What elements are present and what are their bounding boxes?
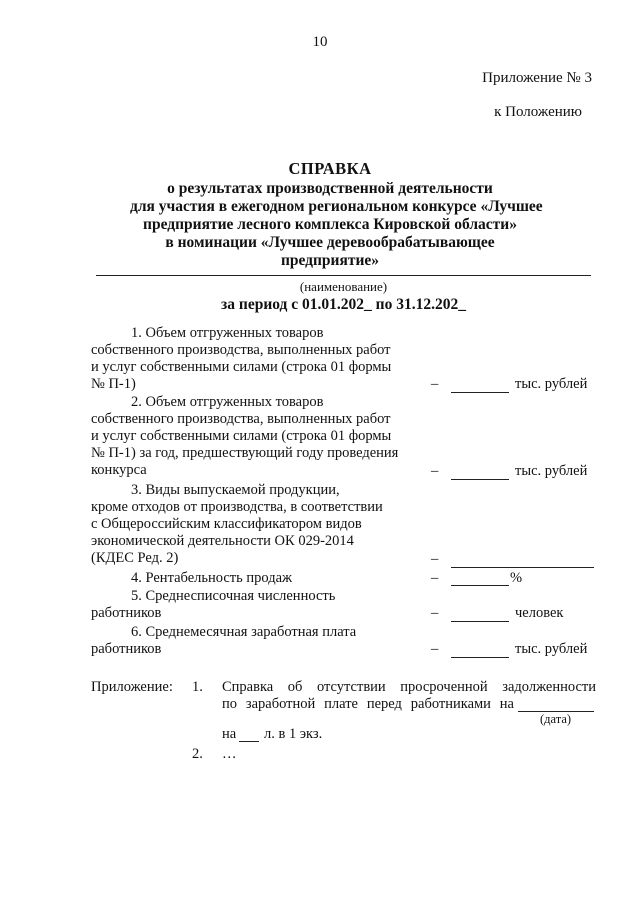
item-line: кроме отходов от производства, в соответствии	[91, 499, 383, 515]
item-2-dash: –	[431, 463, 439, 479]
appendix-item-1-line-text: по заработной плате перед работниками на	[222, 696, 514, 712]
title-line: для участия в ежегодном региональном конкурсе «Лучшее	[130, 198, 543, 215]
item-5-dash: –	[431, 605, 439, 621]
reporting-period: за период с 01.01.202_ по 31.12.202_	[221, 296, 466, 313]
item-1-value-field[interactable]	[451, 392, 509, 393]
item-4-unit: %	[510, 570, 523, 586]
item-line: 4. Рентабельность продаж	[131, 570, 293, 586]
item-line: с Общероссийским классификатором видов	[91, 516, 362, 532]
item-line: (КДЕС Ред. 2)	[91, 550, 179, 566]
item-5-label	[91, 588, 421, 622]
title-line: в номинации «Лучшее деревообрабатывающее	[165, 234, 495, 251]
item-2-unit: тыс. рублей	[515, 463, 588, 479]
item-line: № П-1)	[91, 376, 136, 392]
item-line: 3. Виды выпускаемой продукции,	[131, 482, 340, 498]
item-1-unit: тыс. рублей	[515, 376, 588, 392]
item-2-value-field[interactable]	[451, 479, 509, 480]
appendix-item-2-text: …	[222, 746, 237, 762]
page-number: 10	[312, 34, 328, 50]
item-1-dash: –	[431, 376, 439, 392]
document-heading: СПРАВКА	[288, 159, 372, 178]
appendix-label: Приложение:	[91, 679, 173, 695]
annex-label: Приложение № 3	[482, 70, 592, 86]
item-1-label	[91, 325, 421, 393]
organization-name-caption: (наименование)	[299, 279, 388, 294]
item-line: конкурса	[91, 462, 147, 478]
item-5-value-field[interactable]	[451, 621, 509, 622]
item-4-label	[91, 570, 421, 587]
title-line: предприятие»	[280, 252, 380, 269]
item-line: 5. Среднесписочная численность	[131, 588, 336, 604]
item-line: работников	[91, 605, 162, 621]
title-line: предприятие лесного комплекса Кировской области»	[143, 216, 517, 233]
item-line: экономической деятельности ОК 029-2014	[91, 533, 354, 549]
appendix-date-caption: (дата)	[540, 712, 572, 726]
appendix-item-1-number: 1.	[192, 679, 203, 695]
item-6-dash: –	[431, 641, 439, 657]
item-6-value-field[interactable]	[451, 657, 509, 658]
item-3-value-field[interactable]	[451, 567, 594, 568]
item-2-label	[91, 394, 421, 479]
appendix-item-2-number: 2.	[192, 746, 203, 762]
item-3-dash: –	[431, 551, 439, 567]
item-3-label	[91, 482, 421, 567]
item-line: собственного производства, выполненных работ	[91, 342, 391, 358]
item-line: 2. Объем отгруженных товаров	[131, 394, 324, 410]
item-line: и услуг собственными силами (строка 01 формы	[91, 428, 392, 444]
title-line: о результатах производственной деятельности	[167, 180, 493, 197]
appendix-item-1-line: Справка об отсутствии просроченной задолженности	[222, 679, 596, 695]
item-6-unit: тыс. рублей	[515, 641, 588, 657]
item-line: собственного производства, выполненных работ	[91, 411, 391, 427]
item-5-unit: человек	[515, 605, 564, 621]
item-4-dash: –	[431, 570, 439, 586]
organization-name-line[interactable]	[96, 275, 591, 276]
appendix-item-1-line	[222, 696, 514, 713]
appendix-copies-suffix: л. в 1 экз.	[264, 726, 323, 742]
appendix-pages-field[interactable]	[239, 741, 259, 742]
annex-subtitle: к Положению	[494, 104, 582, 120]
item-line: работников	[91, 641, 162, 657]
appendix-item-1-text	[222, 679, 596, 696]
item-4-value-field[interactable]	[451, 585, 509, 586]
item-line: 1. Объем отгруженных товаров	[131, 325, 324, 341]
item-line: № П-1) за год, предшествующий году проведения	[91, 445, 399, 461]
item-line: 6. Среднемесячная заработная плата	[131, 624, 357, 640]
appendix-copies-prefix: на	[222, 726, 237, 742]
item-6-label	[91, 624, 421, 658]
item-line: и услуг собственными силами (строка 01 формы	[91, 359, 392, 375]
